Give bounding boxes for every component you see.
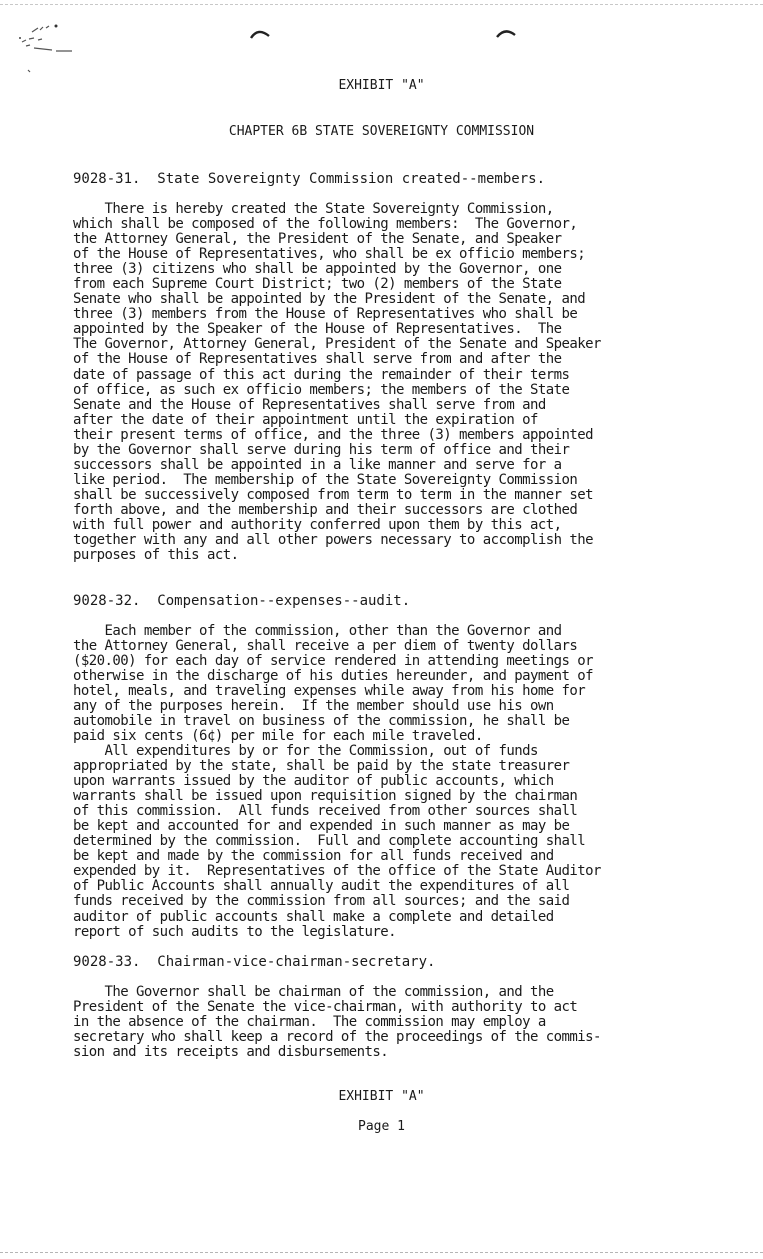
binder-mark-right <box>495 26 517 40</box>
section-heading-9028-32: 9028-32. Compensation--expenses--audit. <box>73 593 411 609</box>
scan-top-edge <box>0 4 763 5</box>
section-paragraph: Each member of the commission, other than the Governor and the Attorney General, shall receive a per diem of twenty dollars ($20.00) for each day of service rendered in attending meetings or otherwise in the discharge of his duties hereunder, and payment of hotel, meals, and traveling expenses while away from his home for any of the purposes herein. If the member should use his own automobile in travel on business of the commission, he shall be paid six cents (6¢) per mile for each mile traveled. <box>73 623 593 745</box>
footer-exhibit-label: EXHIBIT "A" <box>338 1089 425 1104</box>
scan-smudge-mark <box>12 18 92 78</box>
section-heading-9028-33: 9028-33. Chairman-vice-chairman-secretary. <box>73 954 436 970</box>
exhibit-title: EXHIBIT "A" <box>338 78 425 93</box>
section-heading-9028-31: 9028-31. State Sovereignty Commission created--members. <box>73 171 546 187</box>
binder-mark-left <box>249 26 271 40</box>
section-paragraph: There is hereby created the State Sovereignty Commission, which shall be composed of the following members: The Governor, the Attorney General, the President of the Senate, and Speaker of the House of Representatives, who shall be ex officio members; three (3) citizens who shall be appointed by the Governor, one from each Supreme Court District; two (2) members of the State Senate who shall be appointed by the President of the Senate, and three (3) members from the House of Representatives who shall be appointed by the Speaker of the House of Representatives. The The Governor, Attorney General, President of the Senate and Speaker of the House of Representatives shall serve from and after the date of passage of this act during the remainder of their terms of office, as such ex officio members; the members of the State Senate and the House of Representatives shall serve from and after the date of their appointment until the expiration of their present terms of office, and the three (3) members appointed by the Governor shall serve during his term of office and their successors shall be appointed in a like manner and serve for a like period. The membership of the State Sovereignty Commission shall be successively composed from term to term in the manner set forth above, and the membership and their successors are clothed with full power and authority conferred upon them by this act, together with any and all other powers necessary to accomplish the purposes of this act. <box>73 201 601 564</box>
scan-bottom-edge <box>0 1252 763 1253</box>
chapter-title: CHAPTER 6B STATE SOVEREIGNTY COMMISSION <box>228 124 535 139</box>
section-paragraph: The Governor shall be chairman of the commission, and the President of the Senate the vice-chairman, with authority to act in the absence of the chairman. The commission may employ a secretary who shall keep a record of the proceedings of the commis- sion and its receipts and disbursements. <box>73 984 601 1061</box>
section-paragraph: All expenditures by or for the Commission, out of funds appropriated by the state, shall be paid by the state treasurer upon warrants issued by the auditor of public accounts, which warrants shall be issued upon requisition signed by the chairman of this commission. All funds received from other sources shall be kept and accounted for and expended in such manner as may be determined by the commission. Full and complete accounting shall be kept and made by the commission for all funds received and expended by it. Representatives of the office of the State Auditor of Public Accounts shall annually audit the expenditures of all funds received by the commission from all sources; and the said auditor of public accounts shall make a complete and detailed report of such audits to the legislature. <box>73 743 601 940</box>
page-number: Page 1 <box>358 1119 405 1134</box>
